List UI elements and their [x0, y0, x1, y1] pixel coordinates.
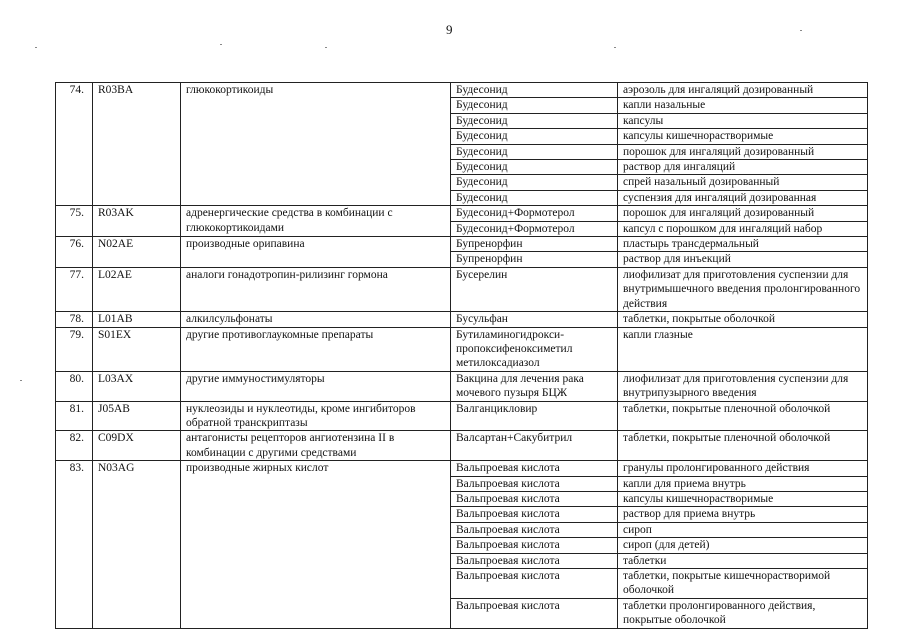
dosage-form: таблетки, покрытые кишечнорастворимой оболочкой: [618, 569, 868, 599]
drug-name: Валсартан+Сакубитрил: [451, 431, 618, 461]
table-row: [56, 431, 868, 461]
atc-code: S01EX: [93, 327, 181, 371]
drug-name: Будесонид: [451, 160, 618, 175]
atc-code: R03BA: [93, 83, 181, 206]
drug-group: антагонисты рецепторов ангиотензина II в комбинации с другими средствами: [181, 431, 451, 461]
drug-name: Бусерелин: [451, 267, 618, 311]
row-number: 78.: [56, 312, 93, 327]
row-number: 80.: [56, 371, 93, 401]
dosage-form: таблетки, покрытые оболочкой: [618, 312, 868, 327]
drug-name: Будесонид: [451, 129, 618, 144]
dosage-form: пластырь трансдермальный: [618, 237, 868, 252]
dosage-form: гранулы пролонгированного действия: [618, 461, 868, 476]
dosage-form: аэрозоль для ингаляций дозированный: [618, 83, 868, 98]
page-number: 9: [446, 22, 453, 37]
drug-name: Вальпроевая кислота: [451, 491, 618, 506]
dosage-form: таблетки, покрытые пленочной оболочкой: [618, 401, 868, 431]
atc-code: L01AB: [93, 312, 181, 327]
atc-code: N02AE: [93, 237, 181, 268]
row-number: 74.: [56, 83, 93, 206]
atc-code: R03AK: [93, 206, 181, 237]
drug-name: Вальпроевая кислота: [451, 598, 618, 628]
dosage-form: раствор для ингаляций: [618, 160, 868, 175]
dosage-form: капли назальные: [618, 98, 868, 113]
drug-table: [55, 82, 868, 629]
drug-name: Будесонид: [451, 98, 618, 113]
drug-group: глюкокортикоиды: [181, 83, 451, 206]
row-number: 82.: [56, 431, 93, 461]
drug-name: Будесонид+Формотерол: [451, 206, 618, 221]
drug-group: адренергические средства в комбинации с глюкокортикоидами: [181, 206, 451, 237]
dosage-form: лиофилизат для приготовления суспензии для внутримышечного введения пролонгированного действия: [618, 267, 868, 311]
dosage-form: сироп (для детей): [618, 538, 868, 553]
row-number: 83.: [56, 461, 93, 628]
dosage-form: суспензия для ингаляций дозированная: [618, 190, 868, 205]
drug-group: нуклеозиды и нуклеотиды, кроме ингибиторов обратной транскриптазы: [181, 401, 451, 431]
drug-group: аналоги гонадотропин-рилизинг гормона: [181, 267, 451, 311]
table-row: [56, 83, 868, 98]
drug-name: Вальпроевая кислота: [451, 461, 618, 476]
drug-name: Бутиламиногидрокси-пропоксифеноксиметил метилоксадиазол: [451, 327, 618, 371]
row-number: 75.: [56, 206, 93, 237]
row-number: 79.: [56, 327, 93, 371]
dosage-form: капли для приема внутрь: [618, 476, 868, 491]
drug-group: алкилсульфонаты: [181, 312, 451, 327]
drug-name: Вальпроевая кислота: [451, 553, 618, 568]
dosage-form: сироп: [618, 522, 868, 537]
dosage-form: спрей назальный дозированный: [618, 175, 868, 190]
drug-name: Вальпроевая кислота: [451, 476, 618, 491]
drug-name: Вальпроевая кислота: [451, 522, 618, 537]
atc-code: C09DX: [93, 431, 181, 461]
drug-name: Вальпроевая кислота: [451, 507, 618, 522]
drug-name: Будесонид: [451, 83, 618, 98]
table-row: [56, 371, 868, 401]
atc-code: L03AX: [93, 371, 181, 401]
drug-group: другие иммуностимуляторы: [181, 371, 451, 401]
drug-name: Будесонид+Формотерол: [451, 221, 618, 236]
dosage-form: капсулы: [618, 113, 868, 128]
drug-name: Будесонид: [451, 113, 618, 128]
drug-group: производные орипавина: [181, 237, 451, 268]
atc-code: N03AG: [93, 461, 181, 628]
dosage-form: таблетки: [618, 553, 868, 568]
table-row: [56, 237, 868, 252]
row-number: 81.: [56, 401, 93, 431]
table-row: [56, 401, 868, 431]
drug-name: Бусульфан: [451, 312, 618, 327]
row-number: 77.: [56, 267, 93, 311]
drug-name: Бупренорфин: [451, 237, 618, 252]
drug-name: Будесонид: [451, 175, 618, 190]
dosage-form: таблетки, покрытые пленочной оболочкой: [618, 431, 868, 461]
dosage-form: лиофилизат для приготовления суспензии для внутрипузырного введения: [618, 371, 868, 401]
drug-name: Будесонид: [451, 190, 618, 205]
dosage-form: раствор для приема внутрь: [618, 507, 868, 522]
drug-name: Вальпроевая кислота: [451, 569, 618, 599]
table-row: [56, 312, 868, 327]
atc-code: J05AB: [93, 401, 181, 431]
dosage-form: раствор для инъекций: [618, 252, 868, 267]
dosage-form: капли глазные: [618, 327, 868, 371]
row-number: 76.: [56, 237, 93, 268]
drug-name: Вакцина для лечения рака мочевого пузыря БЦЖ: [451, 371, 618, 401]
dosage-form: порошок для ингаляций дозированный: [618, 144, 868, 159]
table-row: [56, 461, 868, 476]
dosage-form: капсулы кишечнорастворимые: [618, 491, 868, 506]
drug-name: Валганцикловир: [451, 401, 618, 431]
drug-name: Вальпроевая кислота: [451, 538, 618, 553]
dosage-form: капсулы кишечнорастворимые: [618, 129, 868, 144]
table-row: [56, 327, 868, 371]
drug-name: Бупренорфин: [451, 252, 618, 267]
dosage-form: таблетки пролонгированного действия, покрытые оболочкой: [618, 598, 868, 628]
drug-group: другие противоглаукомные препараты: [181, 327, 451, 371]
atc-code: L02AE: [93, 267, 181, 311]
table-row: [56, 206, 868, 221]
drug-name: Будесонид: [451, 144, 618, 159]
dosage-form: капсул с порошком для ингаляций набор: [618, 221, 868, 236]
dosage-form: порошок для ингаляций дозированный: [618, 206, 868, 221]
table-row: [56, 267, 868, 311]
drug-group: производные жирных кислот: [181, 461, 451, 628]
